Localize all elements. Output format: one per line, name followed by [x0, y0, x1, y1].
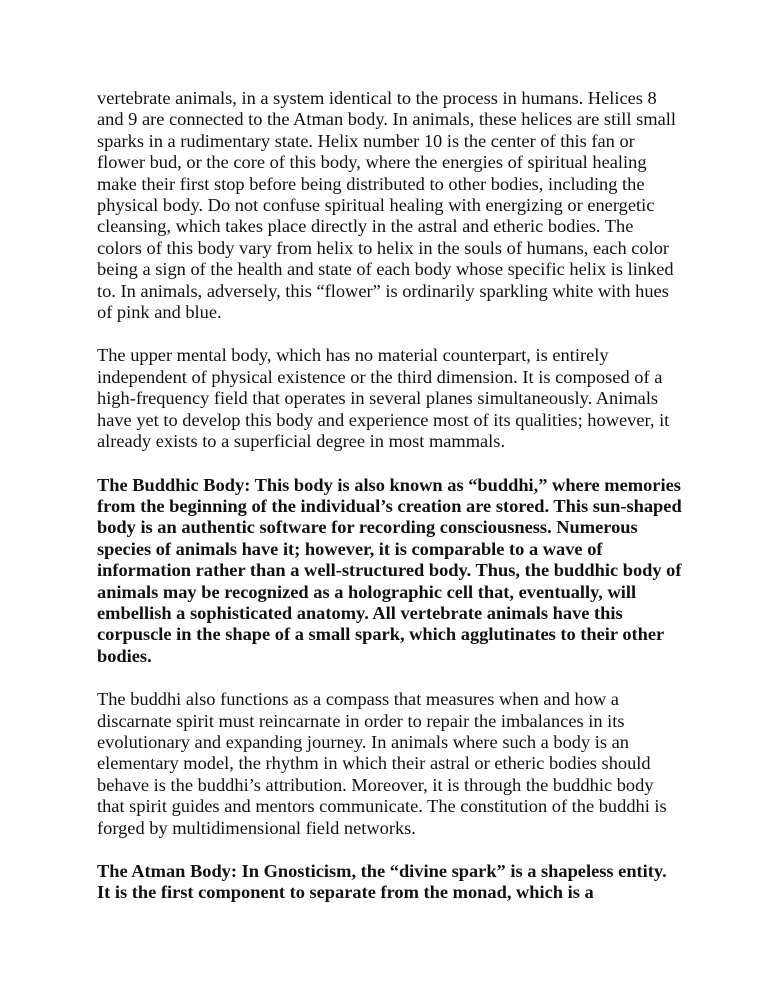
paragraph-buddhic-body-heading: The Buddhic Body: This body is also known as “buddhi,” where memories from the beginning of the individual’s creation are stored. This sun-shaped body is an authentic software for recording consciousness. Numerous species of animals have it; however, it is comparable to a wave of information rather than a well-structured body. Thus, the buddhic body of animals may be recognized as a holographic cell that, eventually, will embellish a sophisticated anatomy. All vertebrate animals have this corpuscle in the shape of a small spark, which agglutinates to their other bodies.: [97, 474, 682, 666]
paragraph-upper-mental-body: The upper mental body, which has no material counterpart, is entirely independent of physical existence or the third dimension. It is composed of a high-frequency field that operates in several planes simultaneously. Animals have yet to develop this body and experience most of its qualities; however, it already exists to a superficial degree in most mammals.: [97, 345, 670, 452]
paragraph-atman-body-heading: The Atman Body: In Gnosticism, the “divine spark” is a shapeless entity. It is the first component to separate from the monad, which is a: [97, 861, 667, 903]
document-page: [97, 88, 682, 926]
paragraph-buddhi-compass: The buddhi also functions as a compass that measures when and how a discarnate spirit must reincarnate in order to repair the imbalances in its evolutionary and expanding journey. In animals where such a body is an elementary model, the rhythm in which their astral or etheric bodies should behave is the buddhi’s attribution. Moreover, it is through the buddhic body that spirit guides and mentors communicate. The constitution of the buddhi is forged by multidimensional field networks.: [97, 689, 667, 838]
paragraph-etheric-helices: vertebrate animals, in a system identical to the process in humans. Helices 8 and 9 are connected to the Atman body. In animals, these helices are still small sparks in a rudimentary state. Helix number 10 is the center of this fan or flower bud, or the core of this body, where the energies of spiritual healing make their first stop before being distributed to other bodies, including the physical body. Do not confuse spiritual healing with energizing or energetic cleansing, which takes place directly in the astral and etheric bodies. The colors of this body vary from helix to helix in the souls of humans, each color being a sign of the health and state of each body whose specific helix is linked to. In animals, adversely, this “flower” is ordinarily sparkling white with hues of pink and blue.: [97, 88, 676, 323]
